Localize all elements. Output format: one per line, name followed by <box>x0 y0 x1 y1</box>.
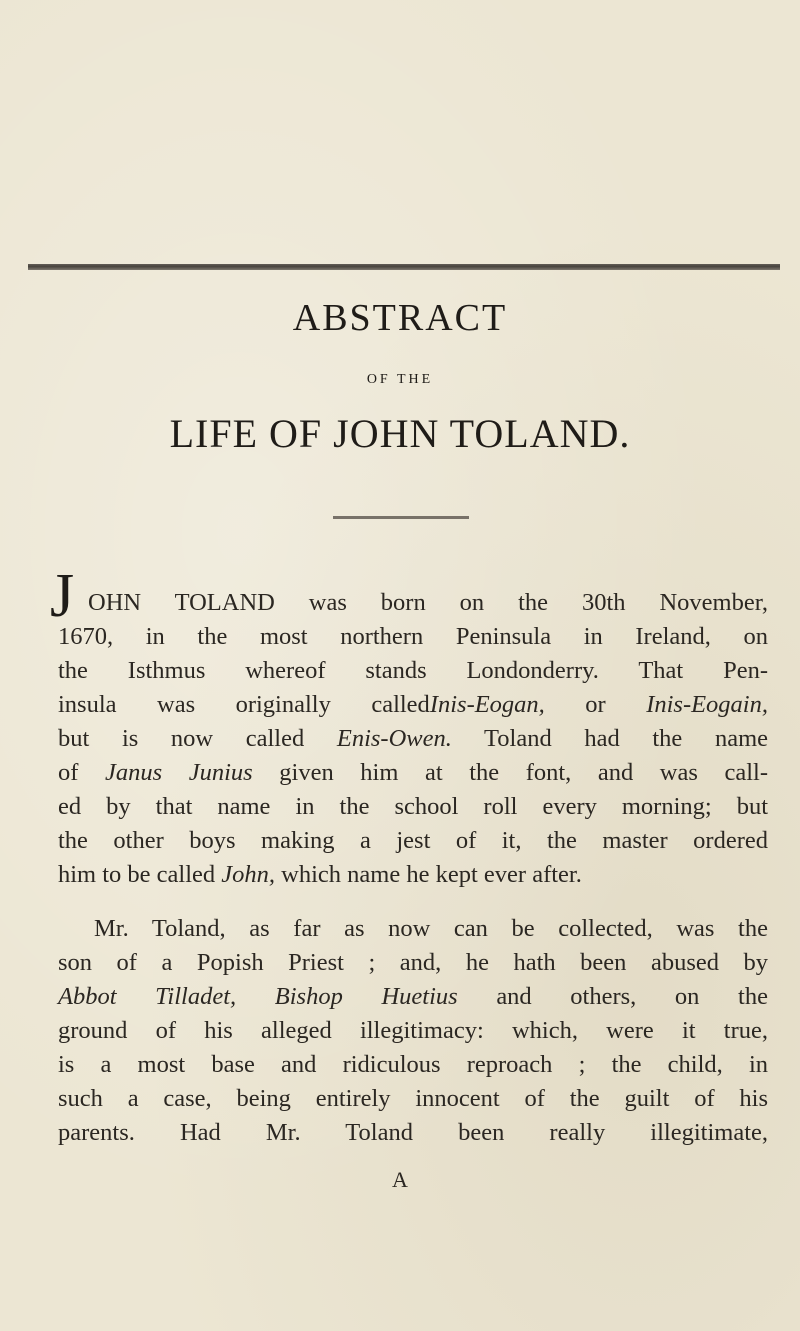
place-name: Inis-Eogain, <box>646 691 768 718</box>
text-line: ground of his alleged illegitimacy: which, were it true, <box>58 1017 768 1044</box>
paragraph-2 <box>58 912 768 1150</box>
text-line <box>58 722 768 756</box>
text-line: parents. Had Mr. Toland been really illegitimate, <box>58 1119 768 1146</box>
text-line <box>58 756 768 790</box>
text-line <box>58 980 768 1014</box>
text-span: but is now called <box>58 725 337 752</box>
text-line: Mr. Toland, as far as now can be collected, was the <box>94 915 768 942</box>
text-span: given him at the font, and was call- <box>252 759 768 786</box>
text-line <box>58 688 768 722</box>
text-span: which name he kept ever after. <box>275 861 582 888</box>
text-span: of <box>58 759 105 786</box>
title-life: LIFE OF JOHN TOLAND. <box>169 411 631 456</box>
place-name: Enis-Owen. <box>336 725 452 752</box>
text-span <box>236 983 275 1010</box>
person-name: Bishop Huetius <box>274 983 458 1010</box>
paragraph-1 <box>58 586 768 892</box>
title-abstract: ABSTRACT <box>292 297 508 339</box>
mid-rule <box>333 516 469 519</box>
drop-cap: J <box>50 562 75 630</box>
text-line: the other boys making a jest of it, the master ordered <box>58 827 768 854</box>
text-span: Toland had the name <box>451 725 768 752</box>
text-span: or <box>544 691 647 718</box>
person-name: John, <box>221 861 276 888</box>
text-line <box>58 858 768 892</box>
title-of-the: OF THE <box>366 372 434 387</box>
text-line: such a case, being entirely innocent of the guilt of his <box>58 1085 768 1112</box>
text-line: is a most base and ridiculous reproach ; the child, in <box>58 1051 768 1078</box>
place-name: Inis-Eogan, <box>429 691 545 718</box>
text-line: son of a Popish Priest ; and, he hath been abused by <box>58 949 768 976</box>
text-span: him to be called <box>58 861 222 888</box>
person-name: Janus Junius <box>104 759 253 786</box>
text-line: 1670, in the most northern Peninsula in Ireland, on <box>58 623 768 650</box>
text-line: ed by that name in the school roll every morning; but <box>58 793 768 820</box>
text-span: and others, on the <box>457 983 768 1010</box>
text-span: insula was originally called <box>58 691 430 718</box>
person-name: Abbot Tilladet, <box>58 983 237 1010</box>
text-line: the Isthmus whereof stands Londonderry. That Pen- <box>58 657 768 684</box>
text-line: OHN TOLAND was born on the 30th November, <box>88 589 768 616</box>
signature-mark: A <box>392 1167 408 1192</box>
top-rule <box>28 264 780 270</box>
